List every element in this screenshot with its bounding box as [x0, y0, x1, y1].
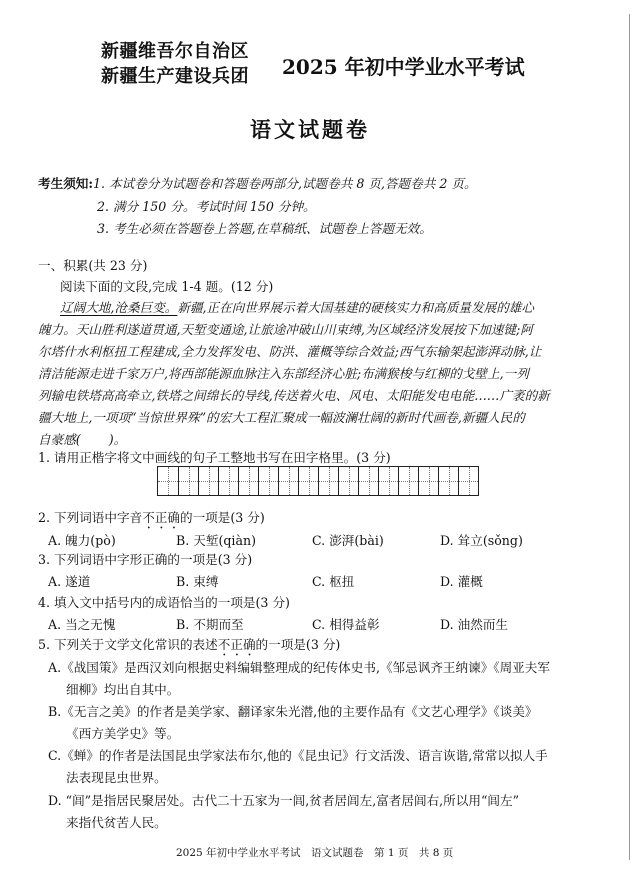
passage-line-4: 清洁能源走进千家万户,将西部能源血脉注入东部经济心脏;布满猴梭与红柳的戈壁上,一列: [38, 366, 529, 381]
page-title: 语文试题卷: [250, 118, 370, 142]
emphasis-not-correct: 不正确: [217, 637, 256, 652]
passage-line-5: 列输电铁塔高高牵立,铁塔之间绵长的导线,传送着火电、风电、太阳能发电电能……广袤的新: [38, 388, 550, 403]
q2-option-d[interactable]: D. 耸立(sǒng): [440, 533, 523, 548]
grid-cell[interactable]: [298, 467, 318, 495]
q4-option-c[interactable]: C. 相得益彰: [312, 617, 380, 632]
passage-line-7: 自豪感( )。: [38, 432, 127, 447]
grid-cell[interactable]: [238, 467, 258, 495]
grid-cell[interactable]: [278, 467, 298, 495]
q3-option-a[interactable]: A. 遂道: [48, 574, 91, 589]
grid-cell[interactable]: [338, 467, 358, 495]
question-1: 1. 请用正楷字将文中画线的句子工整地书写在田字格里。(3 分): [38, 450, 391, 465]
q5-option-c-line-1[interactable]: C.《蝉》的作者是法国昆虫学家法布尔,他的《昆虫记》行文活泼、语言诙谐,常常以拟人手: [48, 748, 548, 763]
q3-option-d[interactable]: D. 灌概: [440, 574, 483, 589]
q5-option-b-line-1[interactable]: B.《无言之美》的作者是美学家、翻译家朱光潜,他的主要作品有《文艺心理学》《谈美》: [48, 704, 538, 719]
page-footer: 2025 年初中学业水平考试 语文试题卷 第 1 页 共 8 页: [176, 847, 454, 859]
page-edge-line: [629, 14, 630, 860]
passage-line-1: 辽阔大地,沧桑巨变。新疆,正在向世界展示着大国基建的硬核实力和高质量发展的雄心: [60, 300, 534, 315]
grid-cell[interactable]: [178, 467, 198, 495]
question-3: 3. 下列词语中字形正确的一项是(3 分): [38, 552, 253, 567]
q4-option-b[interactable]: B. 不期而至: [176, 617, 244, 632]
q2-option-b[interactable]: B. 天堑(qiàn): [176, 533, 256, 548]
emphasis-not-correct: 不正确: [142, 510, 180, 525]
region-name-bingtuan: 新疆生产建设兵团: [101, 66, 249, 87]
section-heading: 一、积累(共 23 分): [38, 258, 148, 273]
grid-cell[interactable]: [438, 467, 458, 495]
grid-cell[interactable]: [398, 467, 418, 495]
question-4: 4. 填入文中括号内的成语恰当的一项是(3 分): [38, 595, 290, 610]
notice-item-2: 2. 满分 150 分。考试时间 150 分钟。: [97, 199, 316, 214]
q5-option-d-line-1[interactable]: D. “闾”是指居民聚居处。古代二十五家为一闾,贫者居闾左,富者居闾右,所以用“闾左”: [48, 793, 520, 808]
q5-option-d-line-2: 来指代贫苦人民。: [66, 815, 167, 830]
passage-line-3: 尔塔什水利枢扭工程建成,全力发挥发电、防洪、灌概等综合效益;西气东输架起澎湃动脉,让: [38, 344, 542, 359]
notice-item-3: 3. 考生必须在答题卷上答题,在草稿纸、试题卷上答题无效。: [97, 221, 432, 236]
notice-item-1: 1. 本试卷分为试题卷和答题卷两部分,试题卷共 8 页,答题卷共 2 页。: [93, 176, 477, 191]
reading-intro: 阅读下面的文段,完成 1-4 题。(12 分): [60, 279, 274, 294]
q4-option-d[interactable]: D. 油然而生: [440, 617, 509, 632]
q5-option-c-line-2: 法表现昆虫世界。: [66, 770, 167, 785]
q3-option-b[interactable]: B. 束缚: [176, 574, 219, 589]
grid-cell[interactable]: [218, 467, 238, 495]
q2-option-a[interactable]: A. 魄力(pò): [48, 533, 116, 548]
region-name-xinjiang: 新疆维吾尔自治区: [101, 41, 249, 62]
passage-line-2: 魄力。天山胜利遂道贯通,天堑变通途,让旅途冲破山川束缚,为区域经济发展按下加速键;阿: [38, 322, 533, 337]
q5-option-b-line-2: 《西方美学史》等。: [66, 726, 180, 741]
grid-cell[interactable]: [158, 467, 178, 495]
notice-line-1: [38, 173, 477, 192]
grid-cell[interactable]: [418, 467, 438, 495]
q4-option-a[interactable]: A. 当之无愧: [48, 617, 116, 632]
notice-label: 考生须知:: [38, 176, 94, 191]
grid-cell[interactable]: [378, 467, 398, 495]
grid-cell[interactable]: [258, 467, 278, 495]
q2-option-c[interactable]: C. 澎湃(bài): [312, 533, 384, 548]
exam-name: 2025 年初中学业水平考试: [282, 55, 525, 79]
grid-cell[interactable]: [458, 467, 478, 495]
grid-cell[interactable]: [198, 467, 218, 495]
grid-cell[interactable]: [318, 467, 338, 495]
passage-line-6: 疆大地上,一项项“当惊世界殊”的宏大工程汇聚成一幅波澜壮阔的新时代画卷,新疆人民的: [38, 410, 525, 425]
q5-option-a-line-1[interactable]: A.《战国策》是西汉刘向根据史料编辑整理成的纪传体史书,《邹忌讽齐王纳谏》《周亚夫军: [48, 660, 550, 675]
question-2: 2. 下列词语中字音不正确的一项是(3 分): [38, 510, 265, 525]
question-5: 5. 下列关于文学文化常识的表述不正确的一项是(3 分): [38, 637, 341, 652]
underlined-sentence: 辽阔大地,沧桑巨变。: [60, 300, 178, 315]
q3-option-c[interactable]: C. 枢扭: [312, 574, 355, 589]
q5-option-a-line-2: 细柳》均出自其中。: [66, 682, 180, 697]
grid-cell[interactable]: [358, 467, 378, 495]
writing-grid[interactable]: [157, 466, 479, 496]
